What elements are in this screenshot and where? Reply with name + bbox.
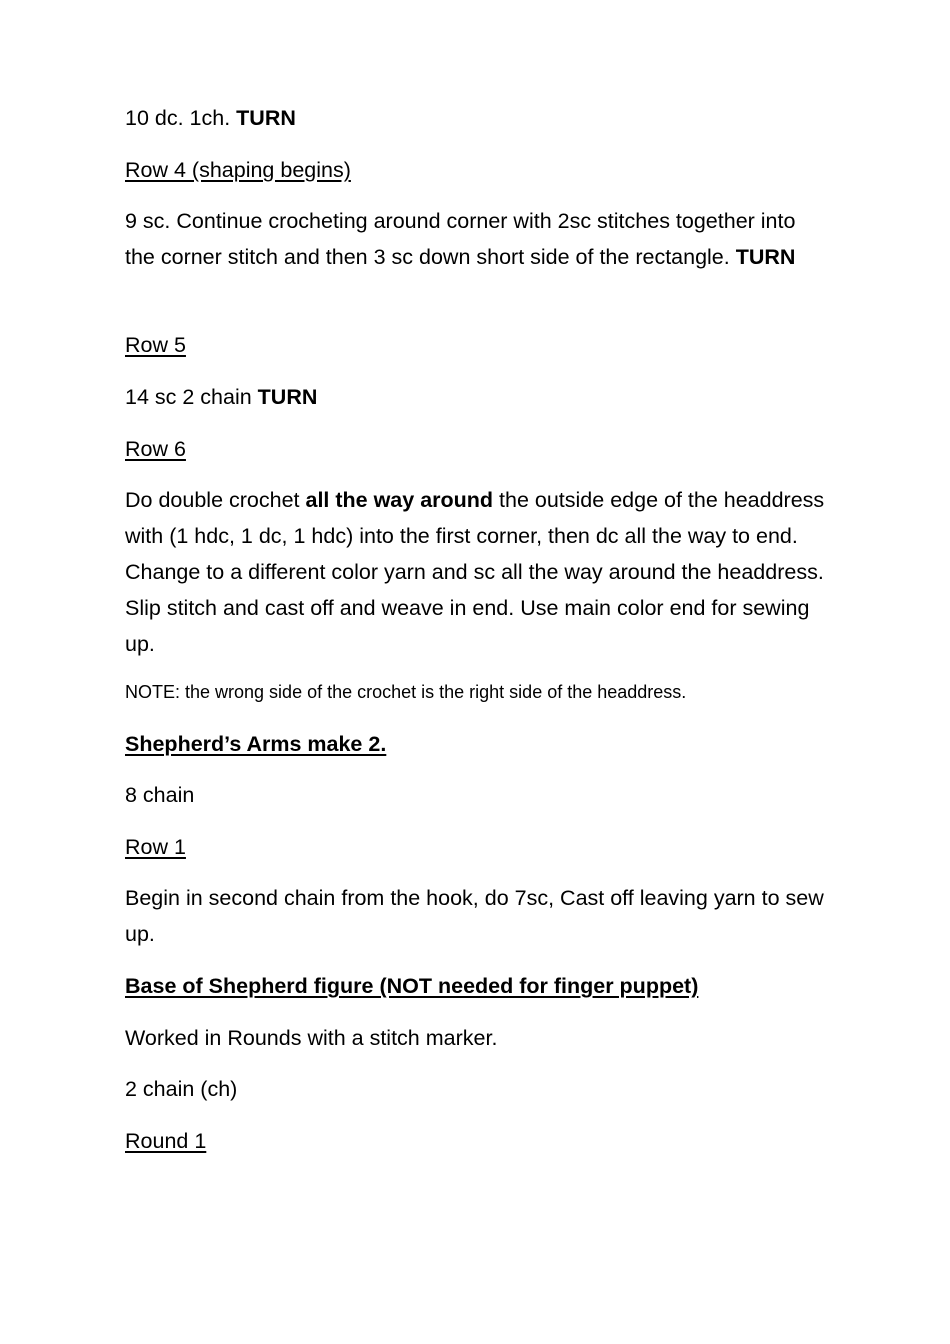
row-6-text-start: Do double crochet: [125, 488, 306, 512]
emphasis-text: all the way around: [305, 488, 494, 512]
stitch-count: 10 dc. 1ch.: [125, 106, 237, 130]
row-6-heading: Row 6: [125, 437, 186, 461]
arms-row-1-instructions: Begin in second chain from the hook, do 7sc, Cast off leaving yarn to sew up.: [125, 886, 824, 946]
row-4-instructions: [125, 203, 825, 275]
turn-instruction: TURN: [236, 106, 296, 130]
turn-instruction: TURN: [257, 385, 318, 409]
round-1-heading: Round 1: [125, 1129, 207, 1153]
base-instructions-2: 2 chain (ch): [125, 1077, 238, 1101]
turn-instruction: TURN: [735, 245, 796, 269]
row-4-heading: Row 4 (shaping begins): [125, 158, 351, 182]
row-5-instructions: [125, 379, 825, 415]
arms-row-1-heading: Row 1: [125, 835, 186, 859]
row-4-text: 9 sc. Continue crocheting around corner with 2sc stitches together into the corner stitch and then 3 sc down short side of the rectangle.: [125, 209, 796, 269]
base-instructions-1: Worked in Rounds with a stitch marker.: [125, 1026, 498, 1050]
arms-chain-text: 8 chain: [125, 783, 195, 807]
row-6-instructions: [125, 482, 825, 662]
note-text: NOTE: the wrong side of the crochet is the right side of the headdress.: [125, 682, 687, 702]
base-section-heading: Base of Shepherd figure (NOT needed for finger puppet): [125, 974, 699, 998]
row-5-heading: Row 5: [125, 333, 186, 357]
row-6-text-end: the outside edge of the headdress with (1 hdc, 1 dc, 1 hdc) into the first corner, then dc all the way to end. Change to a different color yarn and sc all the way around the headdress. Slip stitch and cast off and weave in end. Use main color end for sewing up.: [125, 488, 825, 656]
arms-section-heading: Shepherd’s Arms make 2.: [125, 732, 387, 756]
stitch-line: [125, 100, 825, 136]
row-5-text: 14 sc 2 chain: [125, 385, 258, 409]
